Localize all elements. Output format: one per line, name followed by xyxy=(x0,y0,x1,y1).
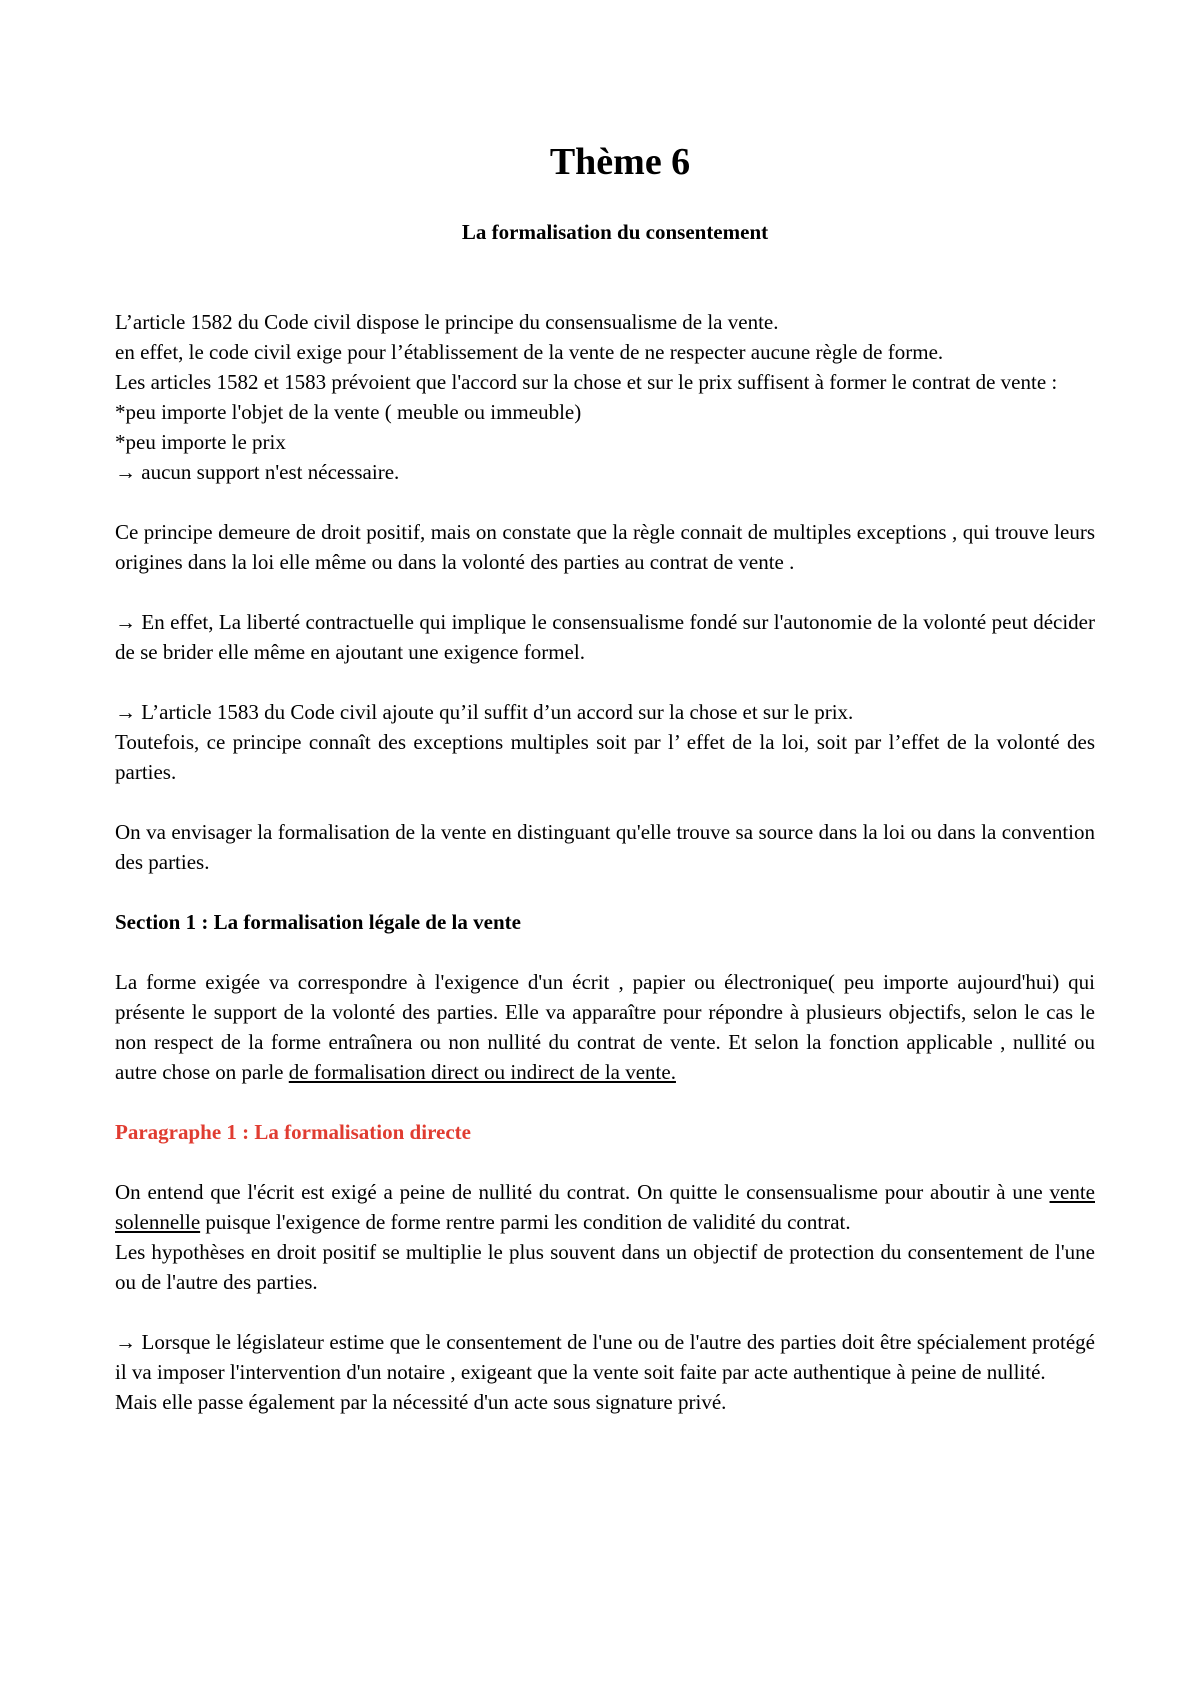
paragraph-formalisation-plan: On va envisager la formalisation de la vente en distinguant qu'elle trouve sa source dans la loi ou dans la convention des parties. xyxy=(115,820,1095,874)
paragraph-private-signature: Mais elle passe également par la nécessité d'un acte sous signature privé. xyxy=(115,1390,727,1414)
page-title: Thème 6 xyxy=(549,141,691,183)
paragraph-1-line-2: Les hypothèses en droit positif se multiplie le plus souvent dans un objectif de protection du consentement de l'une ou de l'autre des parties. xyxy=(115,1240,1095,1294)
paragraph-1-text xyxy=(115,1177,1095,1237)
paragraph-exceptions: Ce principe demeure de droit positif, mais on constate que la règle connait de multiples exceptions , qui trouve leurs origines dans la loi elle même ou dans la volonté des parties au contrat de vente . xyxy=(115,520,1095,574)
paragraph-article-1583: → L’article 1583 du Code civil ajoute qu’il suffit d’un accord sur la chose et sur le prix. xyxy=(115,700,854,724)
paragraph-1-heading: Paragraphe 1 : La formalisation directe xyxy=(115,1120,471,1144)
intro-line-1: L’article 1582 du Code civil dispose le principe du consensualisme de la vente. xyxy=(115,310,779,334)
paragraph-1-underlined-text: vente solennelle xyxy=(115,1180,1095,1234)
page-subtitle: La formalisation du consentement xyxy=(461,220,769,244)
paragraph-1-text-after: puisque l'exigence de forme rentre parmi les condition de validité du contrat. xyxy=(200,1210,851,1234)
document-page xyxy=(115,140,1095,1417)
intro-line-2: en effet, le code civil exige pour l’établissement de la vente de ne respecter aucune règle de forme. xyxy=(115,340,944,364)
paragraph-notary: → Lorsque le législateur estime que le consentement de l'une ou de l'autre des parties doit être spécialement protégé il va imposer l'intervention d'un notaire , exigeant que la vente soit faite par acte authentique à peine de nullité. xyxy=(115,1330,1095,1384)
paragraph-contractual-freedom: → En effet, La liberté contractuelle qui implique le consensualisme fondé sur l'autonomie de la volonté peut décider de se brider elle même en ajoutant une exigence formel. xyxy=(115,610,1095,664)
intro-bullet-1: *peu importe l'objet de la vente ( meuble ou immeuble) xyxy=(115,400,582,424)
intro-line-3: Les articles 1582 et 1583 prévoient que l'accord sur la chose et sur le prix suffisent à former le contrat de vente : xyxy=(115,370,1058,394)
section-1-underlined-text: de formalisation direct ou indirect de la vente. xyxy=(288,1060,676,1084)
paragraph-1-text-before: On entend que l'écrit est exigé a peine de nullité du contrat. On quitte le consensualisme pour aboutir à une xyxy=(115,1180,1050,1204)
paragraph-exceptions-multiple: Toutefois, ce principe connaît des exceptions multiples soit par l’ effet de la loi, soit par l’effet de la volonté des parties. xyxy=(115,730,1095,784)
intro-bullet-2: *peu importe le prix xyxy=(115,430,286,454)
section-1-heading: Section 1 : La formalisation légale de la vente xyxy=(115,910,521,934)
section-1-text-main: La forme exigée va correspondre à l'exigence d'un écrit , papier ou électronique( peu importe aujourd'hui) qui présente le support de la volonté des parties. Elle va apparaître pour répondre à plusieurs objectifs, selon le cas le non respect de la forme entraînera ou non nullité du contrat de vente. Et selon la fonction applicable , nullité ou autre chose on parle xyxy=(115,970,1095,1084)
intro-arrow-1: → aucun support n'est nécessaire. xyxy=(115,460,400,484)
section-1-text xyxy=(115,967,1095,1087)
